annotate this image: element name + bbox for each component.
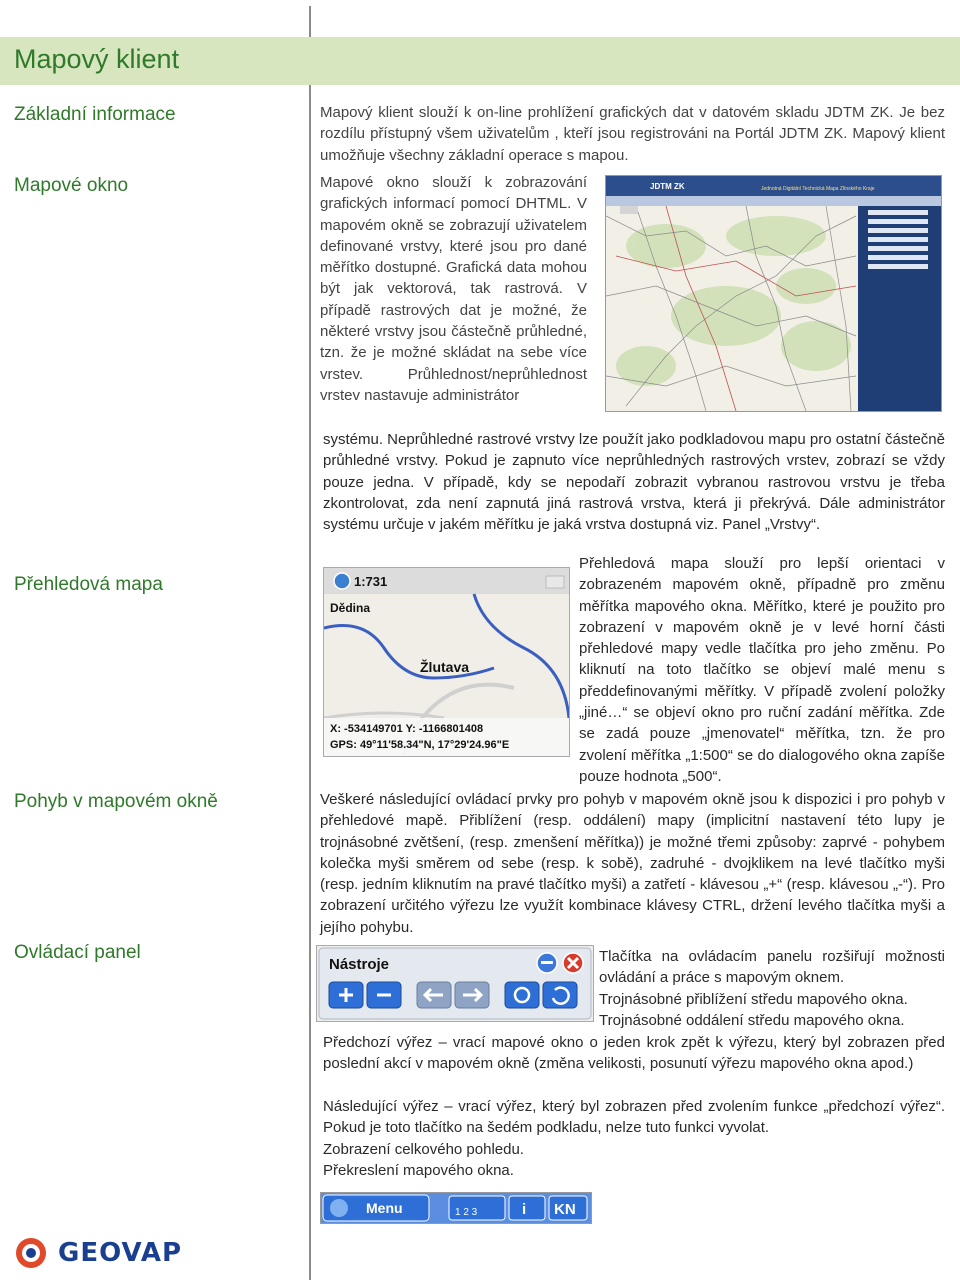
zakladni-paragraph: Mapový klient slouží k on-line prohlížení grafických dat v datovém skladu JDTM ZK. Je bez rozdílu přístupný všem uživatelům , kteří jsou registrováni na Portál JDTM ZK. Mapový klient umožňuje všechny základní operace s mapou. [320, 104, 945, 164]
overview-scale: 1:731 [354, 574, 388, 589]
ovladaci-intro: Tlačítka na ovládacím panelu rozšiřují možnosti ovládání a práce s mapovým oknem. [599, 948, 945, 987]
overview-map-image [323, 567, 570, 757]
overview-place-2: Žlutava [420, 659, 470, 675]
mapove-okno-paragraph: Mapové okno slouží k zobrazování grafických informací pomocí DHTML. V mapovém okně se zobrazují uživatelem definované vrstvy, které jsou pro dané měřítko dostupné. Grafická data mohou být jak vektorová, tak rastrová. V případě rastrových dat je možné, že některé vrstvy jsou částečně průhledné, tzn. že je možné skládat na sebe více vrstev. Průhlednost/neprůhlednost vrstev nastavuje administrátor [320, 174, 587, 404]
ovladaci-next: Následující výřez – vrací výřez, který byl zobrazen před zvolením funkce „předchozí výřez“. Pokud je toto tlačítko na šedém podkladu, nelze tuto funkci vyvolat. [323, 1098, 945, 1137]
menubar-menu: Menu [366, 1200, 403, 1216]
geovap-logo-text: GEOVAP [58, 1238, 183, 1268]
geovap-logo-icon [14, 1236, 48, 1270]
toolbar-image [316, 945, 594, 1022]
page-title: Mapový klient [14, 44, 180, 74]
page-divider [309, 6, 311, 1280]
menubar-image [320, 1192, 592, 1224]
menubar-info: i [522, 1201, 527, 1218]
section-prehledova-mapa: Přehledová mapa [14, 574, 163, 595]
overview-xy: X: -534149701 Y: -1166801408 [330, 723, 484, 735]
pohyb-paragraph: Veškeré následující ovládací prvky pro pohyb v mapovém okně jsou k dispozici i pro pohyb v přehledové mapě. Přiblížení (resp. oddálení) mapy (implicitní nastavení této lupy je trojnásobné zvětšení, (resp. zmenšení měřítka)) je možné třemi způsoby: zaprvé - pohybem kolečka myši směrem od sebe (resp. k sobě), zadruhé - dvojklikem na levé tlačítko myši (resp. jedním kliknutím na pravé tlačítko myši) a zatřetí - klávesou „+“ (resp. klávesou „-“). Pro zobrazení určitého výřezu lze využít kombinace klávesy CTRL, držení levého tlačítka myši a jejího pohybu. [320, 791, 945, 936]
menubar-scale: 1 2 3 [455, 1207, 478, 1218]
map-brand: JDTM ZK [650, 182, 685, 191]
overview-place-1: Dědina [330, 601, 371, 615]
ovladaci-full-view: Zobrazení celkového pohledu. [323, 1141, 524, 1158]
menubar-kn: KN [554, 1201, 576, 1218]
geovap-logo [14, 1236, 182, 1270]
overview-gps: GPS: 49°11'58.34"N, 17°29'24.96"E [330, 739, 510, 751]
toolbar-title: Nástroje [329, 956, 390, 973]
section-ovladaci-panel: Ovládací panel [14, 942, 141, 963]
ovladaci-redraw: Překreslení mapového okna. [323, 1162, 514, 1179]
map-window-image [605, 175, 942, 412]
prehledova-paragraph: Přehledová mapa slouží pro lepší orientaci v zobrazeném mapovém okně, případně pro změnu měřítka mapového okna. Měřítko, které je použito pro zobrazení v mapovém okně je v levé horní části přehledové mapy vedle tlačítka pro jeho změnu. Po kliknutí na toto tlačítko se objeví malé menu s předdefinovanými měřítky. V případě zvolení položky „jiné…“ se objeví okno pro ruční zadání měřítka. Zde se zadá pouze „jmenovatel“ měřítka, tzn. že pro zvolení měřítka „1:500“ se do dialogového okna zapíše pouze hodnota „500“. [579, 555, 945, 785]
section-pohyb: Pohyb v mapovém okně [14, 791, 218, 812]
section-zakladni-informace: Základní informace [14, 104, 176, 125]
ovladaci-previous: Předchozí výřez – vrací mapové okno o jeden krok zpět k výřezu, který byl zobrazen před poslední akcí v mapovém okně (změna velikosti, posunutí výřezu mapového okna apod.) [323, 1034, 945, 1073]
map-banner: Jednotná Digitální Technická Mapa Zlínského Kraje [761, 186, 875, 192]
section-mapove-okno: Mapové okno [14, 175, 129, 196]
ovladaci-zoom-out: Trojnásobné oddálení středu mapového okna. [599, 1012, 905, 1029]
mapove-okno-paragraph-cont: systému. Neprůhledné rastrové vrstvy lze použít jako podkladovou mapu pro ostatní částečně průhledné vrstvy. Pokud je zapnuto více neprůhledných rastrových vrstev, zobrazí se vždy pouze jedna. V případě, kdy se nepodaří zobrazit vybranou rastrovou vrstvu je třeba zkontrolovat, zda není zapnutá jiná rastrová vrstva, která ji překrývá. Dále administrátor systému určuje v jakém měřítku je jaká vrstva dostupná viz. Panel „Vrstvy“. [323, 431, 945, 534]
ovladaci-zoom-in: Trojnásobné přiblížení středu mapového okna. [599, 991, 908, 1008]
